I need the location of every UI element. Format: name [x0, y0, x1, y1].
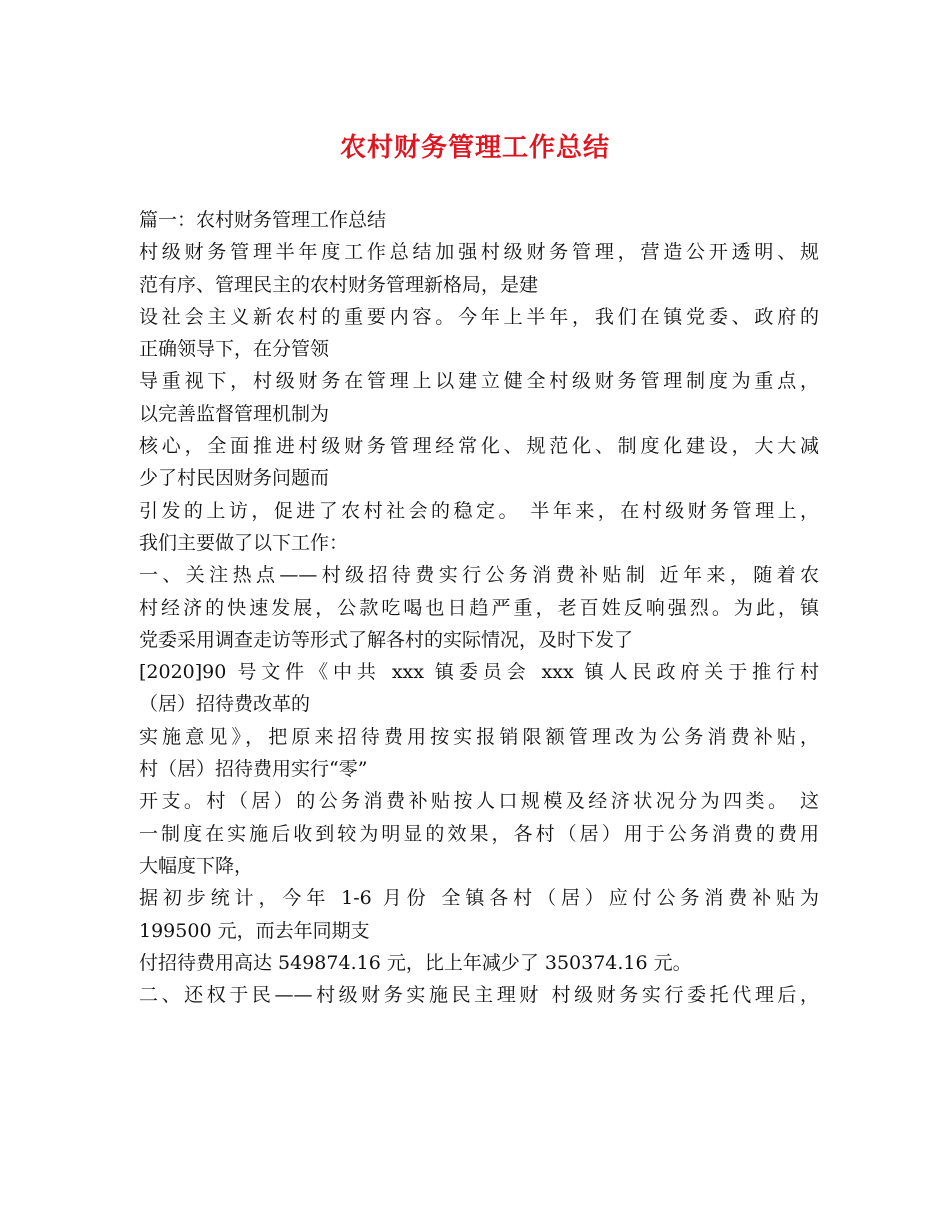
body-line: 党委采用调查走访等形式了解各村的实际情况，及时下发了 [139, 628, 634, 651]
document-body [139, 204, 819, 1011]
body-line: 一、关注热点——村级招待费实行公务消费补贴制 近年来，随着农 [139, 564, 819, 587]
body-line: 范有序、管理民主的农村财务管理新格局，是建 [139, 273, 539, 296]
body-line: 大幅度下降， [139, 854, 254, 877]
document-title: 农村财务管理工作总结 [339, 133, 610, 163]
body-line: 村经济的快速发展，公款吃喝也日趋严重，老百姓反响强烈。为此，镇 [139, 596, 819, 619]
body-line: 导重视下，村级财务在管理上以建立健全村级财务管理制度为重点， [139, 370, 819, 393]
body-line: 一制度在实施后收到较为明显的效果，各村（居）用于公务消费的费用 [139, 822, 819, 845]
body-line: 设社会主义新农村的重要内容。今年上半年，我们在镇党委、政府的 [139, 305, 819, 328]
body-line: 199500 元，而去年同期支 [139, 919, 370, 942]
body-line: 付招待费用高达 549874.16 元，比上年减少了 350374.16 元。 [139, 951, 692, 974]
body-line: 我们主要做了以下工作： [139, 531, 349, 554]
body-line: 据初步统计，今年 1-6 月份 全镇各村（居）应付公务消费补贴为 [139, 887, 819, 910]
body-line: （居）招待费改革的 [139, 693, 311, 716]
body-line: 引发的上访，促进了农村社会的稳定。 半年来，在村级财务管理上， [139, 499, 819, 522]
body-line: 村（居）招待费用实行“零” [139, 758, 368, 781]
body-line: 篇一：农村财务管理工作总结 [139, 209, 387, 231]
body-line: 实施意见》，把原来招待费用按实报销限额管理改为公务消费补贴， [139, 725, 819, 748]
body-line: 村级财务管理半年度工作总结加强村级财务管理，营造公开透明、规 [139, 241, 819, 264]
body-line: 以完善监督管理机制为 [139, 402, 330, 425]
body-line: [2020]90 号文件《中共 xxx 镇委员会 xxx 镇人民政府关于推行村 [139, 661, 819, 684]
body-line: 正确领导下，在分管领 [139, 338, 330, 361]
body-line: 二、还权于民——村级财务实施民主理财 村级财务实行委托代理后， [139, 984, 819, 1007]
body-line: 开支。村（居）的公务消费补贴按人口规模及经济状况分为四类。 这 [139, 790, 819, 813]
body-line: 少了村民因财务问题而 [139, 467, 330, 490]
body-line: 核心，全面推进村级财务管理经常化、规范化、制度化建设，大大减 [139, 435, 819, 458]
